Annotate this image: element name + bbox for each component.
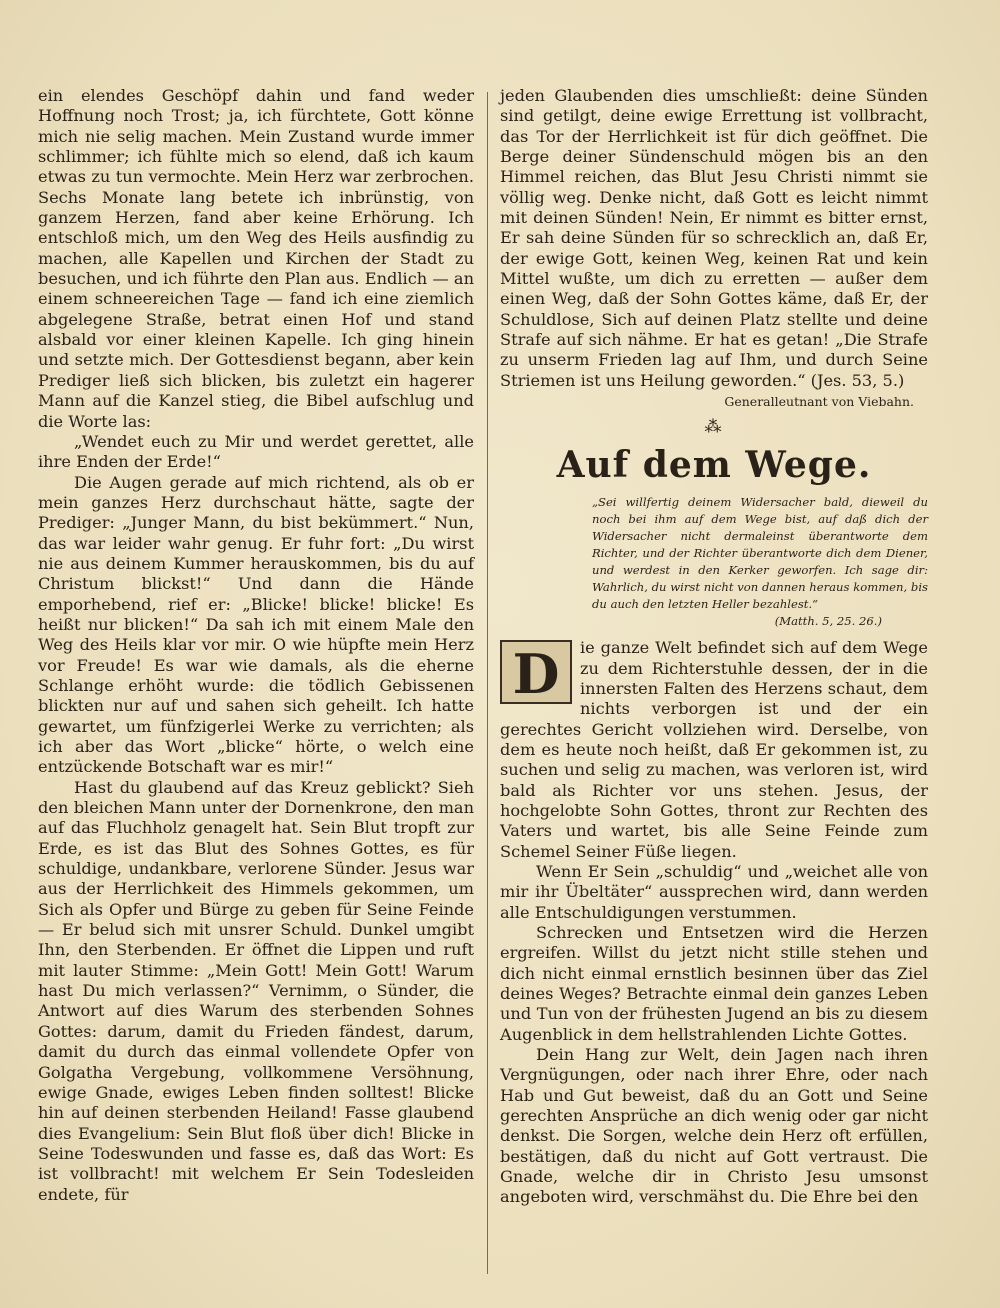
- left-column: [38, 86, 474, 1205]
- lead-paragraph: [500, 638, 928, 862]
- column-divider: [487, 92, 488, 1274]
- right-paragraph-1: jeden Glaubenden dies umschließt: deine Sünden sind getilgt, deine ewige Errettung ist vollbracht, das Tor der Herrlichkeit ist für dich geöffnet. Die Berge deiner Sündenschuld mögen bis an den Himmel reichen, das Blut Jesu Christi nimmt sie völlig weg. Denke nicht, daß Gott es leicht nimmt mit deinen Sünden! Nein, Er nimmt es bitter ernst, Er sah deine Sünden für so schrecklich an, daß Er, der ewige Gott, keinen Weg, keinen Rat und kein Mittel wußte, um dich zu erretten — außer dem einen Weg, daß der Sohn Gottes käme, daß Er, der Schuldlose, Sich auf deinen Platz stellte und deine Strafe auf sich nähme. Er hat es getan! „Die Strafe zu unserm Frieden lag auf Ihm, und durch Seine Striemen ist uns Heilung geworden.“ (Jes. 53, 5.): [500, 86, 928, 390]
- dropcap-initial: D: [500, 640, 572, 704]
- motto-reference: (Matth. 5, 25. 26.): [774, 614, 882, 629]
- article-title: Auf dem Wege.: [556, 443, 872, 486]
- right-paragraph-5: Dein Hang zur Welt, dein Jagen nach ihren Vergnügungen, oder nach ihrer Ehre, oder nach Hab und Gut beweist, daß du an Gott und Seine gerechten Ansprüche an dich wenig oder gar nicht denkst. Die Sorgen, welche dein Herz oft erfüllen, bestätigen, daß du nicht auf Gott vertraust. Die Gnade, welche dir in Christo Jesu umsonst angeboten wird, verschmähst du. Die Ehre bei den: [500, 1045, 928, 1207]
- left-paragraph-3: Die Augen gerade auf mich richtend, als ob er mein ganzes Herz durchschaut hätte, sagte der Prediger: „Junger Mann, du bist bekümmert.“ Nun, das war leider wahr genug. Er fuhr fort: „Du wirst nie aus deinem Kummer herauskommen, bis du auf Christum blickst!“ Und dann die Hände emporhebend, rief er: „Blicke! blicke! blicke! Es heißt nur blicken!“ Da sah ich mit einem Male den Weg des Heils klar vor mir. O wie hüpfte mein Herz vor Freude! Es war wie damals, als die eherne Schlange erhöht wurde: die tödlich Gebissenen blickten nur auf und sahen sich geheilt. Ich hatte gewartet, um fünfzigerlei Werke zu verrichten; als ich aber das Wort „blicke“ hörte, o welch eine entzückende Botschaft war es mir!“: [38, 472, 474, 777]
- right-paragraph-4: Schrecken und Entsetzen wird die Herzen ergreifen. Willst du jetzt nicht stille stehen und dich nicht einmal ernstlich besinnen über das Ziel deines Weges? Betrachte einmal dein ganzes Leben und Tun von der frühesten Jugend an bis zu diesem Augenblick in dem hellstrahlenden Lichte Gottes.: [500, 922, 928, 1044]
- lead-paragraph-text: ie ganze Welt befindet sich auf dem Wege zu dem Richterstuhle dessen, der in die innersten Falten des Herzens schaut, dem nichts verborgen ist und der ein gerechtes Gericht vollziehen wird. Derselbe, von dem es heute noch heißt, daß Er gekommen ist, zu suchen und selig zu machen, was verloren ist, wird bald als Richter vor uns stehen. Jesus, der hochgelobte Sohn Gottes, thront zur Rechten des Vaters und wartet, bis alle Seine Feinde zum Schemel Seiner Füße liegen.: [500, 638, 928, 861]
- article-motto: „Sei willfertig deinem Widersacher bald, dieweil du noch bei ihm auf dem Wege bist, auf daß dich der Widersacher nicht dermaleinst überantworte dem Richter, und der Richter überantworte dich dem Diener, und werdest in den Kerker geworfen. Ich sage dir: Wahrlich, du wirst nicht von dannen heraus kommen, bis du auch den letzten Heller bezahlest.“: [592, 494, 928, 612]
- bible-quote: „Wendet euch zu Mir und werdet gerettet, alle ihre Enden der Erde!“: [38, 431, 474, 472]
- ornament-icon: ⁂: [704, 417, 724, 438]
- left-paragraph-4: Hast du glaubend auf das Kreuz geblickt? Sieh den bleichen Mann unter der Dornenkrone, den man auf das Fluchholz genagelt hat. Sein Blut tropft zur Erde, es ist das Blut des Sohnes Gottes, es für schuldige, undankbare, verlorene Sünder. Jesus war aus der Herrlichkeit des Himmels gekommen, um Sich als Opfer und Bürge zu geben für Seine Feinde — Er belud sich mit unsrer Schuld. Dunkel umgibt Ihn, den Sterbenden. Er öffnet die Lippen und ruft mit lauter Stimme: „Mein Gott! Mein Gott! Warum hast Du mich verlassen?“ Vernimm, o Sünder, die Antwort auf dies Warum des sterbenden Sohnes Gottes: darum, damit du Frieden fändest, darum, damit du durch das einmal vollendete Opfer von Golgatha Vergebung, vollkommene Versöhnung, ewige Gnade, ewiges Leben finden solltest! Blicke hin auf deinen sterbenden Heiland! Fasse glaubend dies Evangelium: Sein Blut floß über dich! Blicke in Seine Todeswunden und fasse es, daß das Wort: Es ist vollbracht! mit welchem Er Sein Todesleiden endete, für: [38, 777, 474, 1204]
- right-column: [500, 86, 928, 1208]
- author-signature: Generalleutnant von Viebahn.: [724, 394, 914, 410]
- left-paragraph-1: ein elendes Geschöpf dahin und fand weder Hoffnung noch Trost; ja, ich fürchtete, Gott könne mich nie selig machen. Mein Zustand wurde immer schlimmer; ich fühlte mich so elend, daß ich kaum etwas zu tun vermochte. Mein Herz war zerbrochen. Sechs Monate lang betete ich inbrünstig, von ganzem Herzen, fand aber keine Erhörung. Ich entschloß mich, um den Weg des Heils ausfindig zu machen, alle Kapellen und Kirchen der Stadt zu besuchen, und ich führte den Plan aus. Endlich — an einem schneereichen Tage — fand ich eine ziemlich abgelegene Straße, betrat einen Hof und stand alsbald vor einer kleinen Kapelle. Ich ging hinein und setzte mich. Der Gottesdienst begann, aber kein Prediger ließ sich blicken, bis zuletzt ein hagerer Mann auf die Kanzel stieg, die Bibel aufschlug und die Worte las:: [38, 86, 474, 431]
- right-paragraph-3: Wenn Er Sein „schuldig“ und „weichet alle von mir ihr Übeltäter“ aussprechen wird, dann werden alle Entschuldigungen verstummen.: [500, 861, 928, 922]
